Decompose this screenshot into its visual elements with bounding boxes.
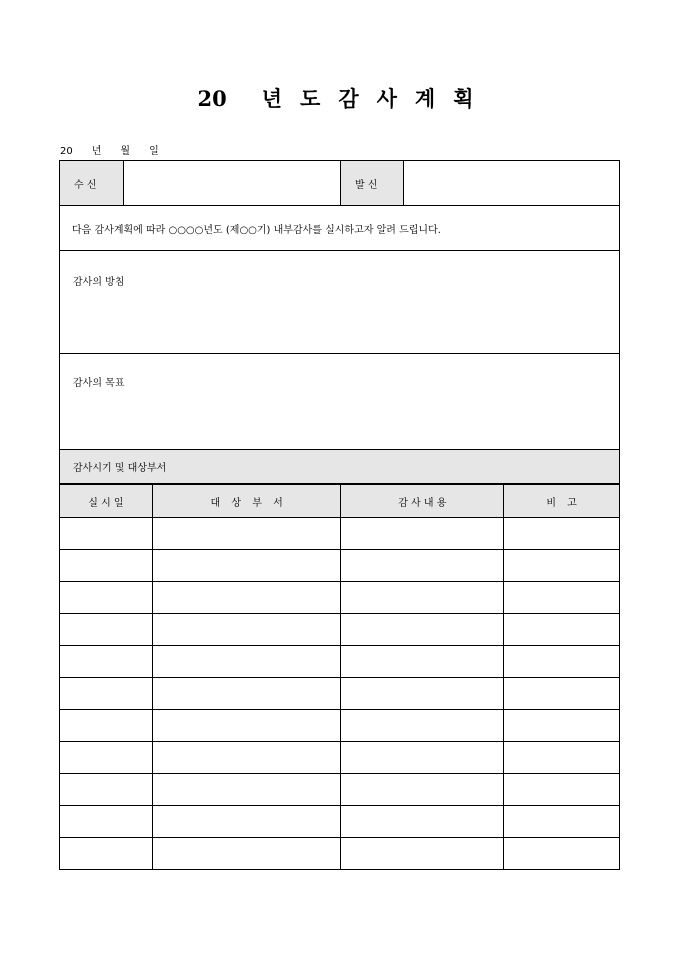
title-char: 계 [414,86,436,111]
table-cell[interactable] [341,806,504,838]
document-title [0,83,680,113]
table-cell[interactable] [504,742,620,774]
date-year: 20 [60,146,73,157]
table-cell[interactable] [152,646,341,678]
table-cell[interactable] [60,646,153,678]
table-cell[interactable] [60,550,153,582]
intro-text: 다음 감사계획에 따라 ○○○○년도 (제○○기) 내부감사를 실시하고자 알려 드립니다. [60,206,619,251]
title-char: 년 [261,86,283,111]
title-char: 사 [376,86,397,111]
table-cell[interactable] [341,614,504,646]
table-cell[interactable] [60,518,153,550]
table-cell[interactable] [341,582,504,614]
table-cell[interactable] [504,614,620,646]
date-month-unit: 월 [120,146,131,157]
table-cell[interactable] [504,582,620,614]
table-cell[interactable] [60,710,153,742]
policy-section[interactable] [60,251,619,354]
table-cell[interactable] [504,838,620,870]
title-char: 획 [453,86,474,111]
table-cell[interactable] [152,742,341,774]
table-cell[interactable] [504,774,620,806]
table-row [60,518,620,550]
table-cell[interactable] [60,774,153,806]
date-day-unit: 일 [149,146,159,157]
table-row [60,678,620,710]
column-header-content: 감 사 내 용 [341,485,504,518]
table-cell[interactable] [152,678,341,710]
table-cell[interactable] [504,678,620,710]
table-cell[interactable] [341,550,504,582]
table-cell[interactable] [152,614,341,646]
table-cell[interactable] [60,614,153,646]
date-year-unit: 년 [91,146,102,157]
table-row [60,774,620,806]
policy-label: 감사의 방침 [73,277,125,288]
table-cell[interactable] [341,710,504,742]
date-line [60,142,178,157]
table-row [60,806,620,838]
table-cell[interactable] [152,582,341,614]
table-row [60,550,620,582]
table-row [60,646,620,678]
goal-label: 감사의 목표 [73,378,125,389]
table-cell[interactable] [152,774,341,806]
column-header-date: 실 시 일 [60,485,153,518]
table-cell[interactable] [152,838,341,870]
form-frame [59,160,620,484]
table-cell[interactable] [152,550,341,582]
table-row [60,582,620,614]
title-char: 감 [338,86,359,111]
title-year: 20 [197,86,227,111]
schedule-header: 감사시기 및 대상부서 [60,450,619,484]
column-header-department: 대 상 부 서 [152,485,341,518]
recipient-value[interactable] [124,161,341,205]
table-cell[interactable] [504,518,620,550]
sender-label: 발 신 [341,161,404,205]
table-header-row [60,485,620,518]
table-cell[interactable] [152,518,341,550]
table-cell[interactable] [60,838,153,870]
table-row [60,710,620,742]
table-cell[interactable] [341,678,504,710]
table-cell[interactable] [152,710,341,742]
table-cell[interactable] [504,550,620,582]
table-cell[interactable] [152,806,341,838]
table-cell[interactable] [504,806,620,838]
table-cell[interactable] [341,742,504,774]
recipient-sender-row [60,161,619,206]
recipient-label: 수 신 [60,161,124,205]
table-cell[interactable] [341,838,504,870]
goal-section[interactable] [60,354,619,450]
table-row [60,614,620,646]
table-cell[interactable] [341,518,504,550]
table-cell[interactable] [60,806,153,838]
table-cell[interactable] [60,678,153,710]
table-row [60,838,620,870]
table-cell[interactable] [504,710,620,742]
table-cell[interactable] [504,646,620,678]
sender-value[interactable] [404,161,619,205]
table-cell[interactable] [60,742,153,774]
table-cell[interactable] [341,646,504,678]
table-cell[interactable] [341,774,504,806]
table-cell[interactable] [60,582,153,614]
audit-schedule-table [59,484,620,870]
table-row [60,742,620,774]
column-header-remarks: 비 고 [504,485,620,518]
title-char: 도 [300,86,321,111]
